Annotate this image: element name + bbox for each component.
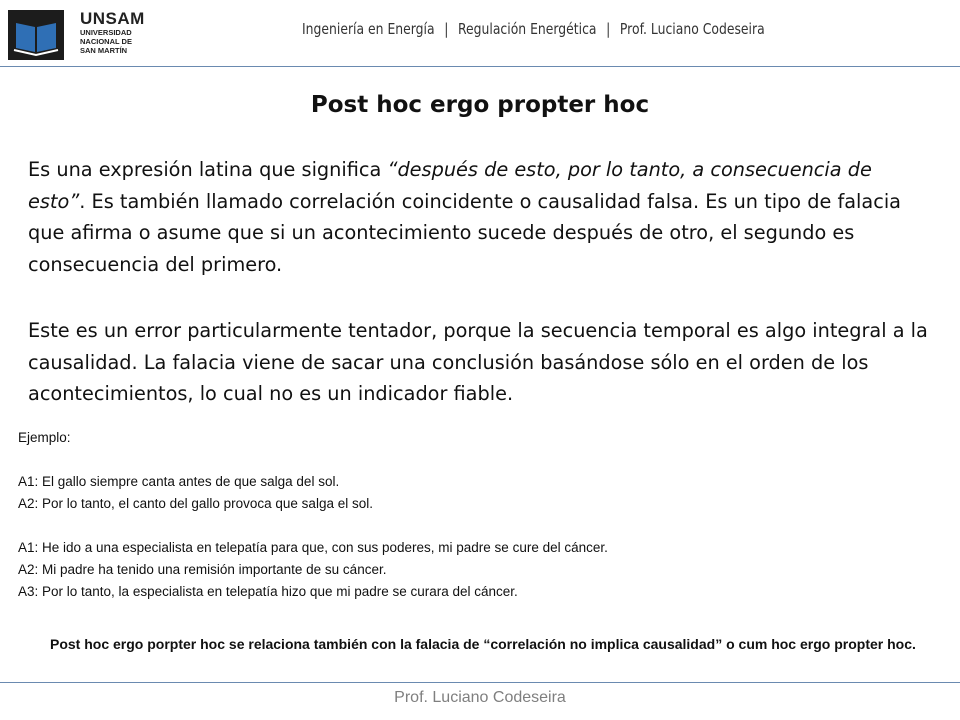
definition-text-end: . Es también llamado correlación coincidente o causalidad falsa. Es un tipo de falacia que afirma o asume que si un acontecimiento sucede después de otro, el segundo es consecuencia del primero. bbox=[28, 189, 901, 276]
book-logo-icon bbox=[8, 10, 64, 60]
conclusion-note: Post hoc ergo porpter hoc se relaciona también con la falacia de “correlación no implica causalidad” o cum hoc ergo propter hoc. bbox=[50, 636, 916, 652]
university-line-2: NACIONAL DE bbox=[80, 37, 132, 46]
header-separator: | bbox=[444, 20, 449, 38]
header-divider bbox=[0, 66, 960, 67]
example-line: A2: Mi padre ha tenido una remisión importante de su cáncer. bbox=[18, 562, 387, 577]
definition-text-start: Es una expresión latina que significa bbox=[28, 158, 388, 181]
slide-header bbox=[0, 0, 960, 68]
slide-title: Post hoc ergo propter hoc bbox=[310, 92, 650, 118]
example-line: A3: Por lo tanto, la especialista en telepatía hizo que mi padre se curara del cáncer. bbox=[18, 584, 518, 599]
subject-name: Regulación Energética bbox=[457, 20, 597, 38]
explanation-paragraph: Este es un error particularmente tentador, porque la secuencia temporal es algo integral a la causalidad. La falacia viene de sacar una conclusión basándose sólo en el orden de los acontecimientos, lo cual no es un indicador fiable. bbox=[28, 319, 928, 405]
university-name bbox=[80, 10, 145, 55]
definition-translation: “después de esto, por lo tanto, a consecuencia de esto” bbox=[28, 158, 872, 213]
definition-paragraph bbox=[28, 154, 930, 280]
footer-divider bbox=[0, 682, 960, 683]
university-abbr: UNSAM bbox=[80, 9, 145, 28]
example-line: A1: He ido a una especialista en telepatía para que, con sus poderes, mi padre se cure del cáncer. bbox=[18, 540, 608, 555]
example-label: Ejemplo: bbox=[18, 430, 71, 445]
university-line-1: UNIVERSIDAD bbox=[80, 28, 132, 37]
course-name: Ingeniería en Energía bbox=[302, 20, 435, 38]
header-separator: | bbox=[606, 20, 611, 38]
example-line: A2: Por lo tanto, el canto del gallo provoca que salga el sol. bbox=[18, 496, 373, 511]
header-course-info bbox=[302, 20, 765, 38]
example-line: A1: El gallo siempre canta antes de que salga del sol. bbox=[18, 474, 340, 489]
university-line-3: SAN MARTÍN bbox=[80, 46, 128, 55]
footer-author: Prof. Luciano Codeseira bbox=[394, 689, 566, 706]
professor-name: Prof. Luciano Codeseira bbox=[619, 20, 765, 38]
example-block bbox=[18, 427, 938, 603]
